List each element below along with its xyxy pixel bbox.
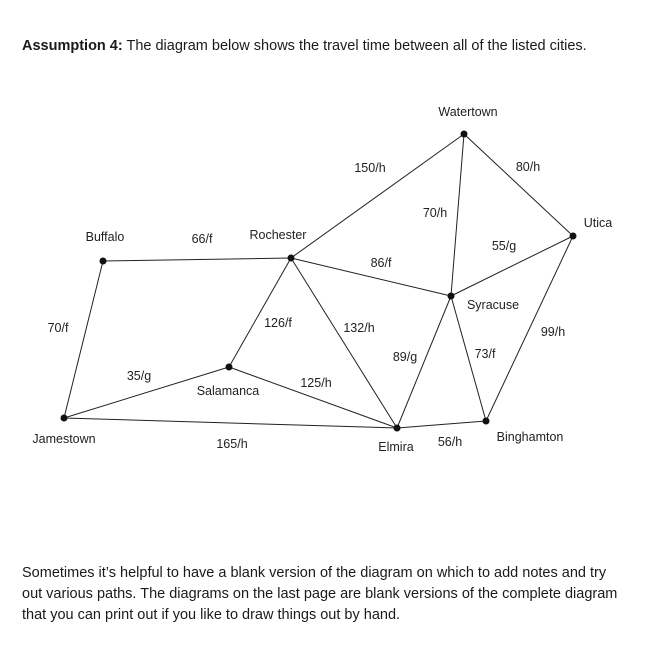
edge-rochester-elmira — [291, 258, 397, 428]
city-label-jamestown: Jamestown — [32, 432, 96, 446]
city-label-elmira: Elmira — [378, 440, 414, 454]
edge-label-watertown-syracuse: 70/h — [422, 206, 448, 220]
edge-label-rochester-salamanca: 126/f — [264, 316, 292, 330]
city-node-jamestown — [61, 415, 68, 422]
edge-buffalo-jamestown — [64, 261, 103, 418]
heading-text: The diagram below shows the travel time between all of the listed cities. — [122, 38, 587, 54]
city-node-binghamton — [483, 418, 490, 425]
edge-elmira-binghamton — [397, 421, 486, 428]
city-label-watertown: Watertown — [438, 105, 498, 119]
edge-label-utica-binghamton: 99/h — [540, 325, 566, 339]
city-label-binghamton: Binghamton — [496, 430, 564, 444]
edge-label-jamestown-elmira: 165/h — [216, 437, 248, 451]
city-label-utica: Utica — [583, 216, 613, 230]
edge-label-elmira-binghamton: 56/h — [437, 435, 463, 449]
edge-label-buffalo-jamestown: 70/f — [47, 321, 69, 335]
edge-label-buffalo-rochester: 66/f — [191, 232, 213, 246]
city-node-rochester — [288, 255, 295, 262]
city-node-elmira — [394, 425, 401, 432]
edge-label-jamestown-salamanca: 35/g — [126, 369, 152, 383]
edge-buffalo-rochester — [103, 258, 291, 261]
edge-watertown-syracuse — [451, 134, 464, 296]
edge-jamestown-elmira — [64, 418, 397, 428]
edge-label-rochester-watertown: 150/h — [354, 161, 386, 175]
edge-label-rochester-elmira: 132/h — [343, 321, 375, 335]
city-node-utica — [570, 233, 577, 240]
city-node-buffalo — [100, 258, 107, 265]
edge-label-watertown-utica: 80/h — [515, 160, 541, 174]
edge-label-rochester-syracuse: 86/f — [370, 256, 392, 270]
city-node-watertown — [461, 131, 468, 138]
blank-diagram-note: Sometimes it’s helpful to have a blank version of the diagram on which to add notes and try out various paths. The diagrams on the last page are blank versions of the complete diagram that you can print out if you like to draw things out by hand. — [22, 565, 618, 623]
edge-label-syracuse-utica: 55/g — [491, 239, 517, 253]
city-label-buffalo: Buffalo — [85, 230, 125, 244]
city-label-rochester: Rochester — [249, 228, 307, 242]
city-node-syracuse — [448, 293, 455, 300]
edge-rochester-watertown — [291, 134, 464, 258]
city-node-salamanca — [226, 364, 233, 371]
edge-watertown-utica — [464, 134, 573, 236]
city-label-salamanca: Salamanca — [196, 384, 260, 398]
edge-label-syracuse-binghamton: 73/f — [474, 347, 496, 361]
edge-label-syracuse-elmira: 89/g — [392, 350, 418, 364]
heading-label: Assumption 4: — [22, 38, 123, 54]
edge-rochester-salamanca — [229, 258, 291, 367]
city-label-syracuse: Syracuse — [466, 298, 520, 312]
edge-label-salamanca-elmira: 125/h — [300, 376, 332, 390]
